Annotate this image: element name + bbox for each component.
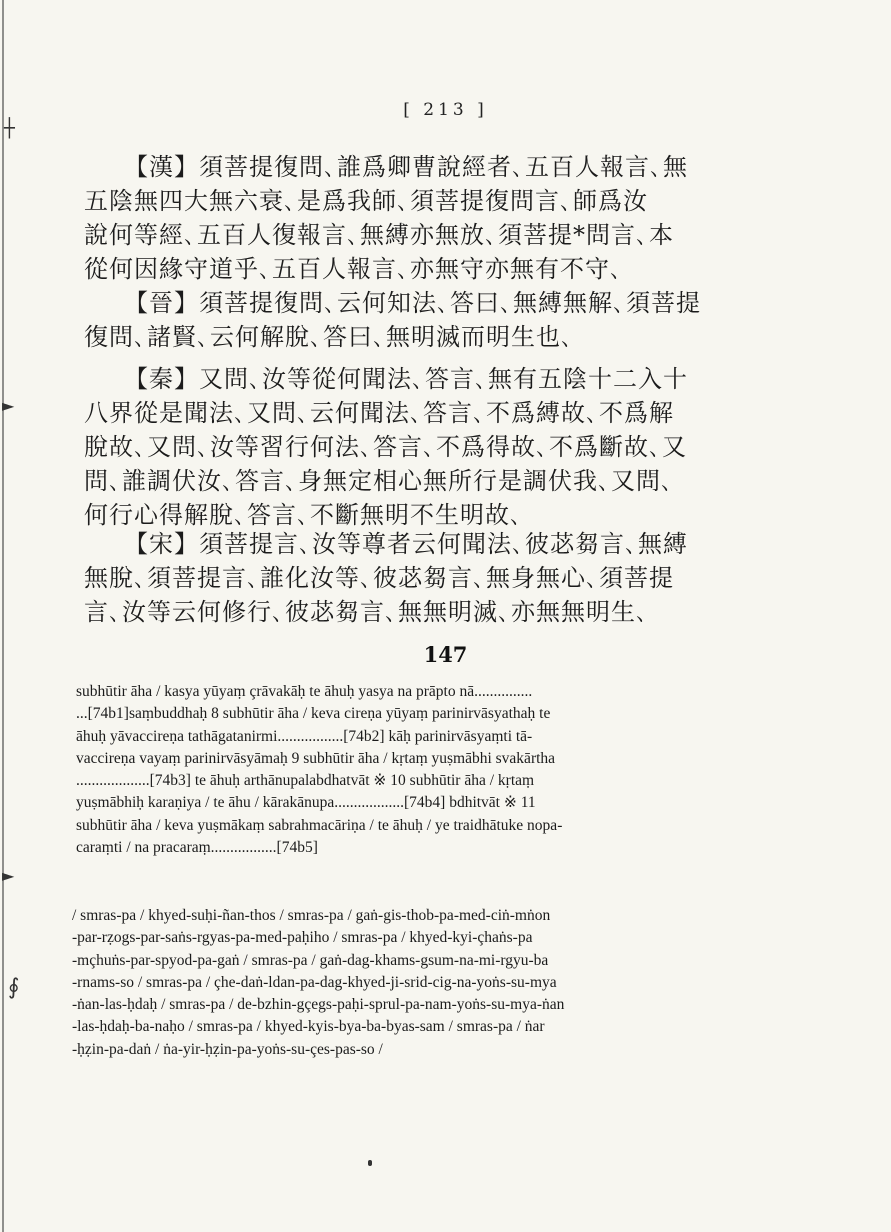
text-line: -ḥẓin-pa-daṅ / ṅa-yir-ḥẓin-pa-yoṅs-su-çes-pas-so /	[72, 1040, 383, 1058]
text-line: -las-ḥdaḥ-ba-naḥo / smras-pa / khyed-kyis-bya-ba-byas-sam / smras-pa / ṅar	[72, 1018, 545, 1036]
text-line: -par-rẓogs-par-saṅs-rgyas-pa-med-paḥiho / smras-pa / khyed-kyi-çhaṅs-pa	[72, 929, 533, 947]
chinese-paragraph-song	[84, 527, 734, 629]
text-line: 復問､諸賢､云何解脫､答曰､無明滅而明生也､	[84, 323, 574, 351]
text-line: 何行心得解脫､答言､不斷無明不生明故､	[84, 501, 523, 529]
text-line: 問､誰調伏汝､答言､身無定相心無所行是調伏我､又問､	[84, 467, 674, 495]
text-line: 無脫､須菩提言､誰化汝等､彼苾芻言､無身無心､須菩提	[84, 564, 674, 592]
text-line: -rnams-so / smras-pa / çhe-daṅ-ldan-pa-dag-khyed-ji-srid-cig-na-yoṅs-su-mya	[72, 973, 557, 991]
text-line: 脫故､又問､汝等習行何法､答言､不爲得故､不爲斷故､又	[84, 433, 687, 461]
text-line: vaccireṇa vayaṃ parinirvāsyāmaḥ 9 subhūtir āha / kṛtaṃ yuṣmābhi svakārtha	[76, 749, 556, 767]
section-number: 147	[423, 642, 468, 667]
text-line: subhūtir āha / kasya yūyaṃ çrāvakāḥ te āhuḥ yasya na prāpto nā...............	[76, 683, 533, 700]
text-line: / smras-pa / khyed-suḥi-ñan-thos / smras-pa / gaṅ-gis-thob-pa-med-ciṅ-mṅon	[72, 907, 551, 924]
text-line: caraṃti / na pracaraṃ.................[74b5]	[76, 839, 318, 857]
text-line: 五陰無四大無六衰､是爲我師､須菩提復問言､師爲汝	[84, 187, 648, 215]
text-line: 【秦】又問､汝等從何聞法､答言､無有五陰十二入十	[124, 365, 688, 393]
scan-dot-mark	[368, 1160, 372, 1166]
chinese-paragraph-jin	[84, 286, 734, 354]
text-line: ...................[74b3] te āhuḥ arthānupalabdhatvāt ※ 10 subhūtir āha / kṛtaṃ	[76, 772, 535, 790]
text-line: 從何因緣守道乎､五百人報言､亦無守亦無有不守､	[84, 255, 623, 283]
text-line: -mçhuṅs-par-spyod-pa-gaṅ / smras-pa / gaṅ-dag-khams-gsum-na-mi-rgyu-ba	[72, 951, 549, 969]
page-number: [ 213 ]	[403, 100, 488, 120]
chinese-paragraph-qin	[84, 362, 734, 532]
margin-tick-mark: ┼	[4, 118, 15, 139]
text-line: 八界從是聞法､又問､云何聞法､答言､不爲縛故､不爲解	[84, 399, 674, 427]
text-line: ...[74b1]saṃbuddhaḥ 8 subhūtir āha / keva cireṇa yūyaṃ parinirvāsyathaḥ te	[76, 705, 551, 723]
sanskrit-paragraph	[76, 681, 741, 859]
text-line: 說何等經､五百人復報言､無縛亦無放､須菩提*問言､本	[84, 221, 674, 249]
text-line: āhuḥ yāvaccireṇa tathāgatanirmi.................[74b2] kāḥ parinirvāsyaṃti tā-	[76, 727, 533, 745]
margin-arrow-mark: ►	[2, 866, 15, 885]
margin-scribble-mark: ∮	[8, 975, 20, 1000]
text-line: 【宋】須菩提言､汝等尊者云何聞法､彼苾芻言､無縛	[124, 530, 688, 558]
text-line: -ṅan-las-ḥdaḥ / smras-pa / de-bzhin-gçegs-paḥi-sprul-pa-nam-yoṅs-su-mya-ṅan	[72, 996, 565, 1014]
margin-arrow-mark: ►	[2, 396, 15, 415]
text-line: 【漢】須菩提復問､誰爲卿曹說經者､五百人報言､無	[124, 153, 688, 181]
tibetan-paragraph	[72, 905, 742, 1061]
text-line: 言､汝等云何修行､彼苾芻言､無無明滅､亦無無明生､	[84, 598, 649, 626]
binding-edge	[2, 0, 4, 1232]
text-line: yuṣmābhiḥ karaṇiya / te āhu / kārakānupa..................[74b4] bdhitvāt ※ 11	[76, 794, 536, 812]
chinese-paragraph-han	[84, 150, 734, 286]
text-line: 【晉】須菩提復問､云何知法､答曰､無縛無解､須菩提	[124, 289, 701, 317]
text-line: subhūtir āha / keva yuṣmākaṃ sabrahmacāriṇa / te āhuḥ / ye traidhātuke nopa-	[76, 816, 563, 834]
